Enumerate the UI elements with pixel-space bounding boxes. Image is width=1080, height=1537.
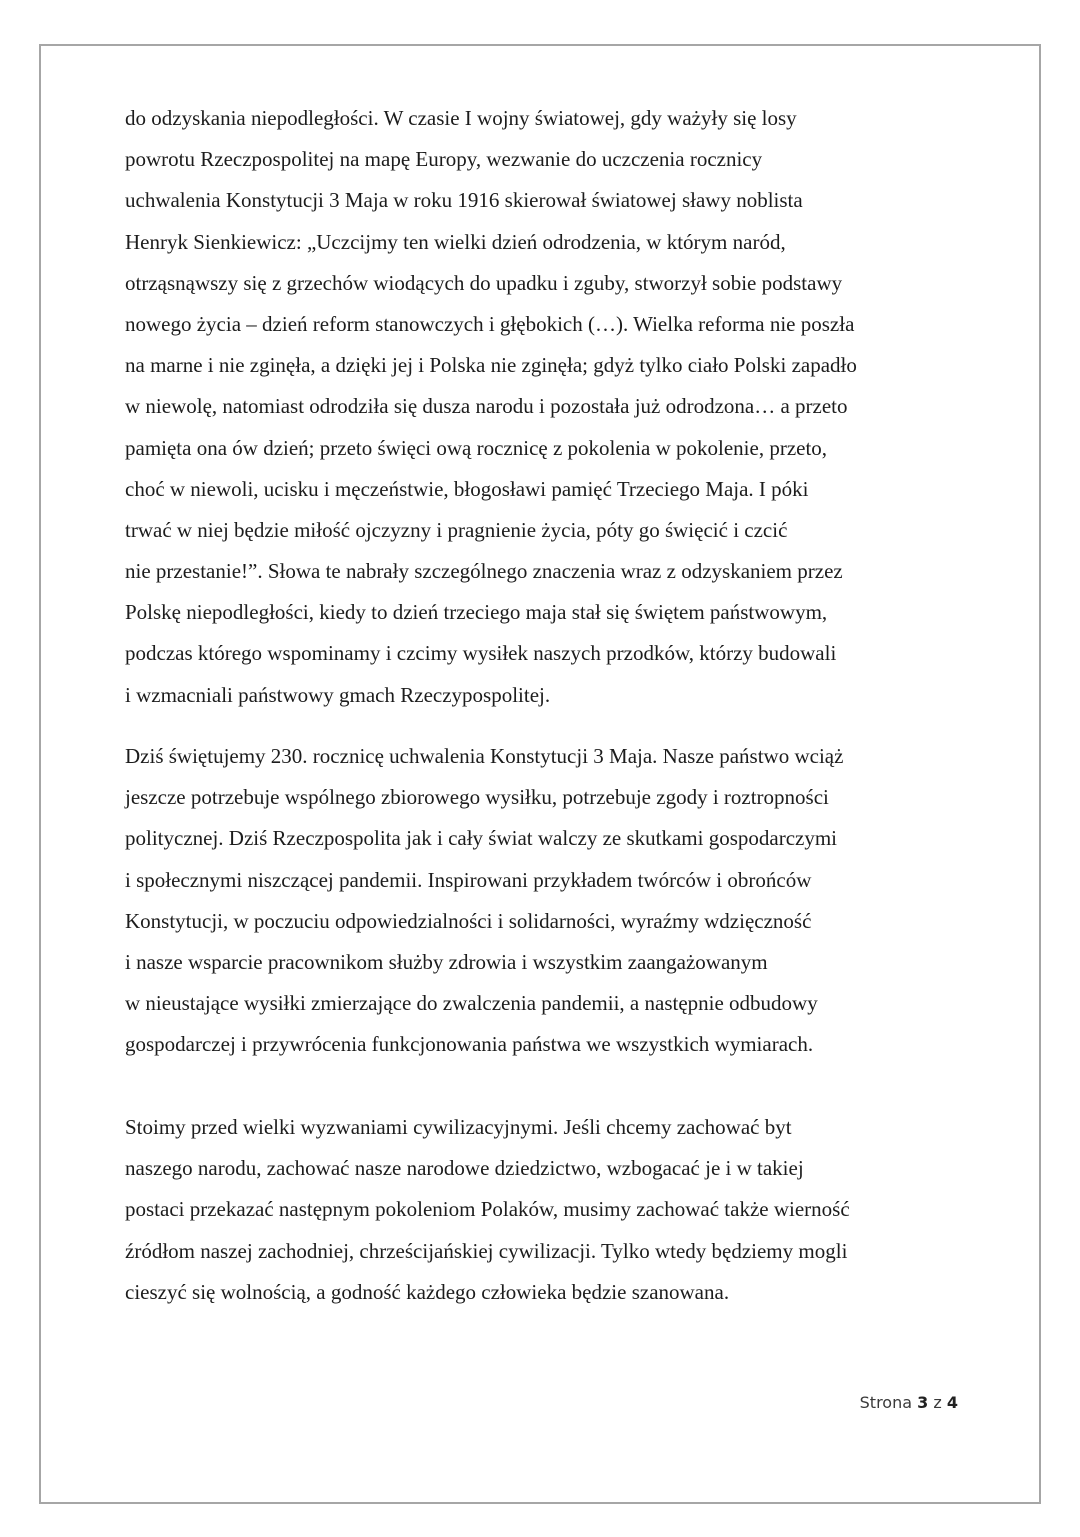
text-line: Polskę niepodległości, kiedy to dzień trzeciego maja stał się świętem państwowym, [125, 600, 828, 625]
text-line: gospodarczej i przywrócenia funkcjonowania państwa we wszystkich wymiarach. [125, 1032, 814, 1057]
page-number-footer [860, 1393, 958, 1412]
text-line: i społecznymi niszczącej pandemii. Inspirowani przykładem twórców i obrońców [125, 867, 812, 892]
text-line: Henryk Sienkiewicz: „Uczcijmy ten wielki dzień odrodzenia, w którym naród, [125, 229, 786, 254]
text-line: uchwalenia Konstytucji 3 Maja w roku 1916 skierował światowej sławy noblista [125, 188, 803, 213]
text-line: źródłom naszej zachodniej, chrześcijańskiej cywilizacji. Tylko wtedy będziemy mogli [125, 1238, 848, 1263]
text-line: cieszyć się wolnością, a godność każdego człowieka będzie szanowana. [125, 1279, 730, 1304]
text-line: postaci przekazać następnym pokoleniom Polaków, musimy zachować także wierność [125, 1197, 850, 1222]
text-line: trwać w niej będzie miłość ojczyzny i pragnienie życia, póty go święcić i czcić [125, 517, 788, 542]
paragraph-1 [125, 98, 957, 716]
text-line: do odzyskania niepodległości. W czasie I wojny światowej, gdy ważyły się losy [125, 106, 797, 130]
paragraph-2 [125, 736, 957, 1066]
text-line: politycznej. Dziś Rzeczpospolita jak i cały świat walczy ze skutkami gospodarczymi [125, 826, 838, 851]
text-line: jeszcze potrzebuje wspólnego zbiorowego wysiłku, potrzebuje zgody i roztropności [125, 785, 829, 810]
text-line: pamięta ona ów dzień; przeto święci ową rocznicę z pokolenia w pokolenie, przeto, [125, 435, 828, 460]
text-line: podczas którego wspominamy i czcimy wysiłek naszych przodków, którzy budowali [125, 641, 837, 666]
text-line: i nasze wsparcie pracownikom służby zdrowia i wszystkim zaangażowanym [125, 949, 768, 974]
text-line: naszego narodu, zachować nasze narodowe dziedzictwo, wzbogacać je i w takiej [125, 1156, 804, 1181]
text-line: na marne i nie zginęła, a dzięki jej i Polska nie zginęła; gdyż tylko ciało Polski zapadło [125, 353, 857, 378]
text-line: w niewolę, natomiast odrodziła się dusza narodu i pozostała już odrodzona… a przeto [125, 394, 848, 419]
text-line: i wzmacniali państwowy gmach Rzeczypospolitej. [125, 682, 551, 707]
text-line: w nieustające wysiłki zmierzające do zwalczenia pandemii, a następnie odbudowy [125, 991, 818, 1016]
current-page-number: 3 [917, 1393, 929, 1412]
page-separator: z [933, 1393, 942, 1412]
text-line: powrotu Rzeczpospolitej na mapę Europy, wezwanie do uczczenia rocznicy [125, 147, 763, 172]
text-line: Stoimy przed wielki wyzwaniami cywilizacyjnymi. Jeśli chcemy zachować byt [125, 1115, 792, 1139]
text-line: Dziś świętujemy 230. rocznicę uchwalenia Konstytucji 3 Maja. Nasze państwo wciąż [125, 744, 844, 768]
text-line: choć w niewoli, ucisku i męczeństwie, błogosławi pamięć Trzeciego Maja. I póki [125, 476, 809, 501]
total-pages-number: 4 [946, 1393, 958, 1412]
text-line: otrząsnąwszy się z grzechów wiodących do upadku i zguby, stworzył sobie podstawy [125, 270, 843, 295]
paragraph-3 [125, 1107, 957, 1313]
page-label: Strona [859, 1393, 913, 1412]
text-line: Konstytucji, w poczuciu odpowiedzialności i solidarności, wyraźmy wdzięczność [125, 908, 812, 933]
text-line: nowego życia – dzień reform stanowczych i głębokich (…). Wielka reforma nie poszła [125, 311, 855, 336]
text-line: nie przestanie!”. Słowa te nabrały szczególnego znaczenia wraz z odzyskaniem przez [125, 559, 843, 584]
